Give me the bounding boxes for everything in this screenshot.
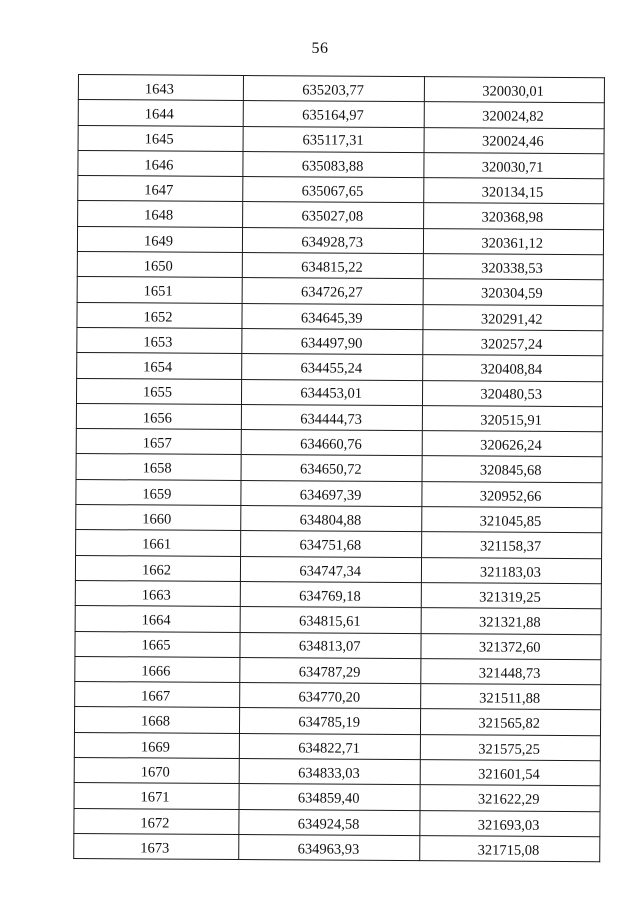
x-coordinate-cell-text: 634751,68 xyxy=(299,537,362,554)
point-number-cell-text: 1646 xyxy=(144,157,174,174)
table-row xyxy=(76,378,602,407)
y-coordinate-cell-text: 320134,15 xyxy=(481,184,544,201)
x-coordinate-cell xyxy=(241,430,422,456)
point-number-cell-text: 1653 xyxy=(143,334,173,351)
point-number-cell xyxy=(76,454,241,480)
table-row xyxy=(77,302,603,331)
point-number-cell xyxy=(75,631,240,657)
table-row xyxy=(77,226,603,255)
point-number-cell-text: 1671 xyxy=(140,789,170,806)
y-coordinate-cell xyxy=(420,785,600,811)
point-number-cell xyxy=(75,682,240,708)
coordinates-table-body xyxy=(74,75,605,862)
table-row xyxy=(76,454,602,483)
point-number-cell xyxy=(77,353,242,379)
x-coordinate-cell xyxy=(239,759,420,785)
y-coordinate-cell xyxy=(421,658,601,684)
y-coordinate-cell xyxy=(423,254,603,280)
point-number-cell xyxy=(77,277,242,303)
x-coordinate-cell xyxy=(240,657,421,683)
point-number-cell-text: 1649 xyxy=(143,233,174,250)
y-coordinate-cell xyxy=(423,304,603,330)
y-coordinate-cell-text: 321575,25 xyxy=(478,741,540,758)
point-number-cell xyxy=(75,555,240,581)
x-coordinate-cell xyxy=(239,708,420,734)
point-number-cell xyxy=(74,783,239,809)
point-number-cell-text: 1658 xyxy=(142,460,172,477)
point-number-cell xyxy=(78,100,243,126)
y-coordinate-cell-text: 320338,53 xyxy=(481,260,543,277)
point-number-cell-text: 1661 xyxy=(142,536,172,553)
table-row xyxy=(77,327,603,356)
x-coordinate-cell-text: 634813,07 xyxy=(298,638,361,656)
x-coordinate-cell-text: 635083,88 xyxy=(301,158,364,175)
table-row xyxy=(74,808,600,837)
x-coordinate-cell xyxy=(240,581,421,607)
x-coordinate-cell xyxy=(243,76,424,102)
x-coordinate-cell-text: 634660,76 xyxy=(300,436,362,453)
point-number-cell xyxy=(75,606,240,632)
y-coordinate-cell-text: 320291,42 xyxy=(480,311,543,328)
x-coordinate-cell-text: 634770,20 xyxy=(298,689,361,706)
point-number-cell-text: 1648 xyxy=(144,207,174,224)
y-coordinate-cell-text: 321448,73 xyxy=(478,665,541,682)
x-coordinate-cell-text: 634747,34 xyxy=(299,562,362,580)
x-coordinate-cell xyxy=(239,809,420,835)
x-coordinate-cell xyxy=(242,278,423,304)
table-row xyxy=(75,580,601,609)
x-coordinate-cell-text: 634453,01 xyxy=(300,385,363,403)
table-row xyxy=(75,631,601,660)
x-coordinate-cell-text: 634650,72 xyxy=(299,461,362,479)
x-coordinate-cell xyxy=(242,227,423,253)
y-coordinate-cell-text: 321319,25 xyxy=(479,589,541,606)
point-number-cell-text: 1650 xyxy=(143,258,173,275)
point-number-cell xyxy=(75,580,240,606)
x-coordinate-cell xyxy=(242,328,423,354)
y-coordinate-cell-text: 321511,88 xyxy=(479,690,541,707)
point-number-cell xyxy=(77,327,242,353)
table-row xyxy=(77,353,603,382)
x-coordinate-cell xyxy=(241,379,422,405)
x-coordinate-cell-text: 634726,27 xyxy=(300,284,363,302)
x-coordinate-cell xyxy=(242,303,423,329)
x-coordinate-cell xyxy=(242,354,423,380)
x-coordinate-cell xyxy=(243,177,424,203)
table-row xyxy=(76,403,602,432)
y-coordinate-cell-text: 321693,03 xyxy=(477,816,540,834)
table-row xyxy=(74,707,600,736)
x-coordinate-cell-text: 634444,73 xyxy=(300,411,362,428)
y-coordinate-cell xyxy=(421,583,601,609)
x-coordinate-cell xyxy=(243,151,424,177)
point-number-cell-text: 1652 xyxy=(143,308,173,326)
table-row xyxy=(76,429,602,458)
x-coordinate-cell-text: 635164,97 xyxy=(302,107,364,124)
point-number-cell-text: 1659 xyxy=(142,486,172,503)
point-number-cell-text: 1666 xyxy=(141,663,171,680)
point-number-cell xyxy=(74,808,239,834)
x-coordinate-cell xyxy=(243,126,424,152)
point-number-cell-text: 1668 xyxy=(140,713,171,730)
x-coordinate-cell-text: 634815,22 xyxy=(301,259,363,276)
point-number-cell-text: 1643 xyxy=(144,81,174,98)
x-coordinate-cell xyxy=(239,733,420,759)
point-number-cell-text: 1657 xyxy=(142,435,172,452)
y-coordinate-cell xyxy=(422,456,602,482)
y-coordinate-cell-text: 320304,59 xyxy=(480,285,543,303)
point-number-cell xyxy=(78,201,243,227)
y-coordinate-cell-text: 320626,24 xyxy=(480,437,542,454)
y-coordinate-cell-text: 321565,82 xyxy=(478,715,541,733)
point-number-cell xyxy=(76,403,241,429)
point-number-cell xyxy=(74,833,239,859)
point-number-cell xyxy=(77,252,242,278)
point-number-cell-text: 1655 xyxy=(143,384,173,402)
table-row xyxy=(74,783,600,812)
y-coordinate-cell xyxy=(424,153,604,179)
x-coordinate-cell-text: 635117,31 xyxy=(302,132,364,150)
x-coordinate-cell-text: 634497,90 xyxy=(300,335,363,352)
y-coordinate-cell xyxy=(424,102,604,128)
x-coordinate-cell-text: 634455,24 xyxy=(300,360,363,377)
y-coordinate-cell xyxy=(422,532,602,558)
y-coordinate-cell-text: 320952,66 xyxy=(479,488,542,505)
y-coordinate-cell-text: 320480,53 xyxy=(480,386,543,404)
point-number-cell-text: 1670 xyxy=(140,764,170,781)
y-coordinate-cell xyxy=(420,709,600,735)
x-coordinate-cell-text: 634804,88 xyxy=(299,512,362,529)
y-coordinate-cell-text: 321183,03 xyxy=(479,563,542,581)
table-row xyxy=(78,150,604,179)
table-row xyxy=(78,176,604,205)
point-number-cell-text: 1662 xyxy=(141,561,172,579)
x-coordinate-cell-text: 634645,39 xyxy=(300,309,363,327)
x-coordinate-cell xyxy=(240,556,421,582)
point-number-cell-text: 1656 xyxy=(142,410,172,427)
y-coordinate-cell xyxy=(423,355,603,381)
y-coordinate-cell xyxy=(421,608,601,634)
x-coordinate-cell xyxy=(241,404,422,430)
y-coordinate-cell xyxy=(424,178,604,204)
x-coordinate-cell-text: 634924,58 xyxy=(297,815,360,833)
point-number-cell-text: 1654 xyxy=(143,359,173,376)
x-coordinate-cell xyxy=(239,784,420,810)
table-row xyxy=(76,530,602,559)
point-number-cell-text: 1645 xyxy=(144,131,174,149)
x-coordinate-cell-text: 634815,61 xyxy=(298,613,361,630)
table-row xyxy=(77,252,603,281)
y-coordinate-cell xyxy=(423,330,603,356)
point-number-cell-text: 1664 xyxy=(141,612,171,629)
table-row xyxy=(78,201,604,230)
x-coordinate-cell-text: 635203,77 xyxy=(302,82,364,99)
y-coordinate-cell-text: 320030,01 xyxy=(482,83,544,100)
x-coordinate-cell-text: 635067,65 xyxy=(301,183,364,200)
point-number-cell-text: 1663 xyxy=(141,587,171,604)
y-coordinate-cell-text: 321045,85 xyxy=(479,513,542,530)
y-coordinate-cell-text: 321715,08 xyxy=(477,842,540,859)
y-coordinate-cell xyxy=(421,557,601,583)
point-number-cell xyxy=(76,429,241,455)
y-coordinate-cell-text: 320024,82 xyxy=(482,108,544,126)
table-row xyxy=(74,833,600,862)
table-row xyxy=(78,100,604,129)
x-coordinate-cell-text: 634963,93 xyxy=(297,841,360,858)
x-coordinate-cell xyxy=(243,101,424,127)
x-coordinate-cell-text: 634928,73 xyxy=(301,234,364,251)
x-coordinate-cell xyxy=(242,253,423,279)
point-number-cell-text: 1665 xyxy=(141,637,171,654)
point-number-cell xyxy=(77,302,242,328)
point-number-cell-text: 1647 xyxy=(144,182,174,199)
x-coordinate-cell-text: 634697,39 xyxy=(299,487,362,504)
x-coordinate-cell-text: 634833,03 xyxy=(298,765,360,782)
y-coordinate-cell xyxy=(422,481,602,507)
y-coordinate-cell xyxy=(423,279,603,305)
table-row xyxy=(78,125,604,154)
table-row xyxy=(75,682,601,711)
y-coordinate-cell xyxy=(421,633,601,659)
x-coordinate-cell xyxy=(243,202,424,228)
point-number-cell-text: 1673 xyxy=(140,840,170,857)
x-coordinate-cell-text: 635027,08 xyxy=(301,208,364,226)
y-coordinate-cell xyxy=(424,127,604,153)
y-coordinate-cell xyxy=(422,380,602,406)
x-coordinate-cell-text: 634769,18 xyxy=(299,588,361,605)
point-number-cell xyxy=(75,656,240,682)
table-row xyxy=(74,732,600,761)
table-row xyxy=(75,555,601,584)
y-coordinate-cell xyxy=(420,836,600,862)
table-row xyxy=(75,656,601,685)
point-number-cell-text: 1660 xyxy=(142,511,172,528)
y-coordinate-cell-text: 321321,88 xyxy=(478,614,541,631)
x-coordinate-cell xyxy=(240,632,421,658)
point-number-cell-text: 1651 xyxy=(143,283,173,300)
y-coordinate-cell-text: 320361,12 xyxy=(481,235,544,252)
point-number-cell xyxy=(78,75,243,101)
y-coordinate-cell-text: 320024,46 xyxy=(481,133,544,151)
table-row xyxy=(77,277,603,306)
point-number-cell-text: 1644 xyxy=(144,106,174,123)
point-number-cell xyxy=(78,176,243,202)
x-coordinate-cell xyxy=(240,683,421,709)
point-number-cell xyxy=(76,530,241,556)
point-number-cell xyxy=(74,758,239,784)
y-coordinate-cell-text: 320030,71 xyxy=(481,159,544,176)
table-row xyxy=(78,75,604,104)
point-number-cell xyxy=(78,125,243,151)
point-number-cell xyxy=(76,505,241,531)
point-number-cell xyxy=(76,479,241,505)
y-coordinate-cell xyxy=(423,228,603,254)
x-coordinate-cell xyxy=(241,531,422,557)
y-coordinate-cell-text: 321372,60 xyxy=(478,639,541,657)
y-coordinate-cell xyxy=(422,507,602,533)
x-coordinate-cell xyxy=(241,455,422,481)
y-coordinate-cell-text: 321622,29 xyxy=(477,791,540,809)
y-coordinate-cell-text: 320368,98 xyxy=(481,209,544,227)
y-coordinate-cell xyxy=(420,760,600,786)
point-number-cell-text: 1669 xyxy=(140,739,170,756)
table-row xyxy=(75,606,601,635)
table-row xyxy=(74,758,600,787)
x-coordinate-cell xyxy=(241,506,422,532)
y-coordinate-cell xyxy=(421,684,601,710)
x-coordinate-cell-text: 634787,29 xyxy=(298,664,361,681)
x-coordinate-cell xyxy=(239,834,420,860)
y-coordinate-cell xyxy=(424,203,604,229)
y-coordinate-cell-text: 320257,24 xyxy=(480,336,543,353)
point-number-cell xyxy=(77,226,242,252)
point-number-cell xyxy=(78,150,243,176)
y-coordinate-cell xyxy=(424,77,604,103)
point-number-cell xyxy=(74,707,239,733)
x-coordinate-cell xyxy=(240,607,421,633)
coordinates-table xyxy=(73,74,605,862)
y-coordinate-cell-text: 320408,84 xyxy=(480,361,543,378)
page-number: 56 xyxy=(311,40,329,57)
y-coordinate-cell-text: 320515,91 xyxy=(480,412,542,429)
point-number-cell xyxy=(76,378,241,404)
x-coordinate-cell-text: 634785,19 xyxy=(298,714,361,732)
x-coordinate-cell xyxy=(241,480,422,506)
y-coordinate-cell xyxy=(422,405,602,431)
y-coordinate-cell-text: 321601,54 xyxy=(478,766,540,783)
point-number-cell xyxy=(74,732,239,758)
table-row xyxy=(76,505,602,534)
y-coordinate-cell xyxy=(420,810,600,836)
table-row xyxy=(76,479,602,508)
x-coordinate-cell-text: 634859,40 xyxy=(297,790,360,807)
y-coordinate-cell xyxy=(420,734,600,760)
point-number-cell-text: 1667 xyxy=(141,688,171,705)
y-coordinate-cell-text: 321158,37 xyxy=(479,538,542,556)
y-coordinate-cell xyxy=(422,431,602,457)
y-coordinate-cell-text: 320845,68 xyxy=(479,462,542,480)
point-number-cell-text: 1672 xyxy=(140,814,170,832)
x-coordinate-cell-text: 634822,71 xyxy=(298,739,360,757)
